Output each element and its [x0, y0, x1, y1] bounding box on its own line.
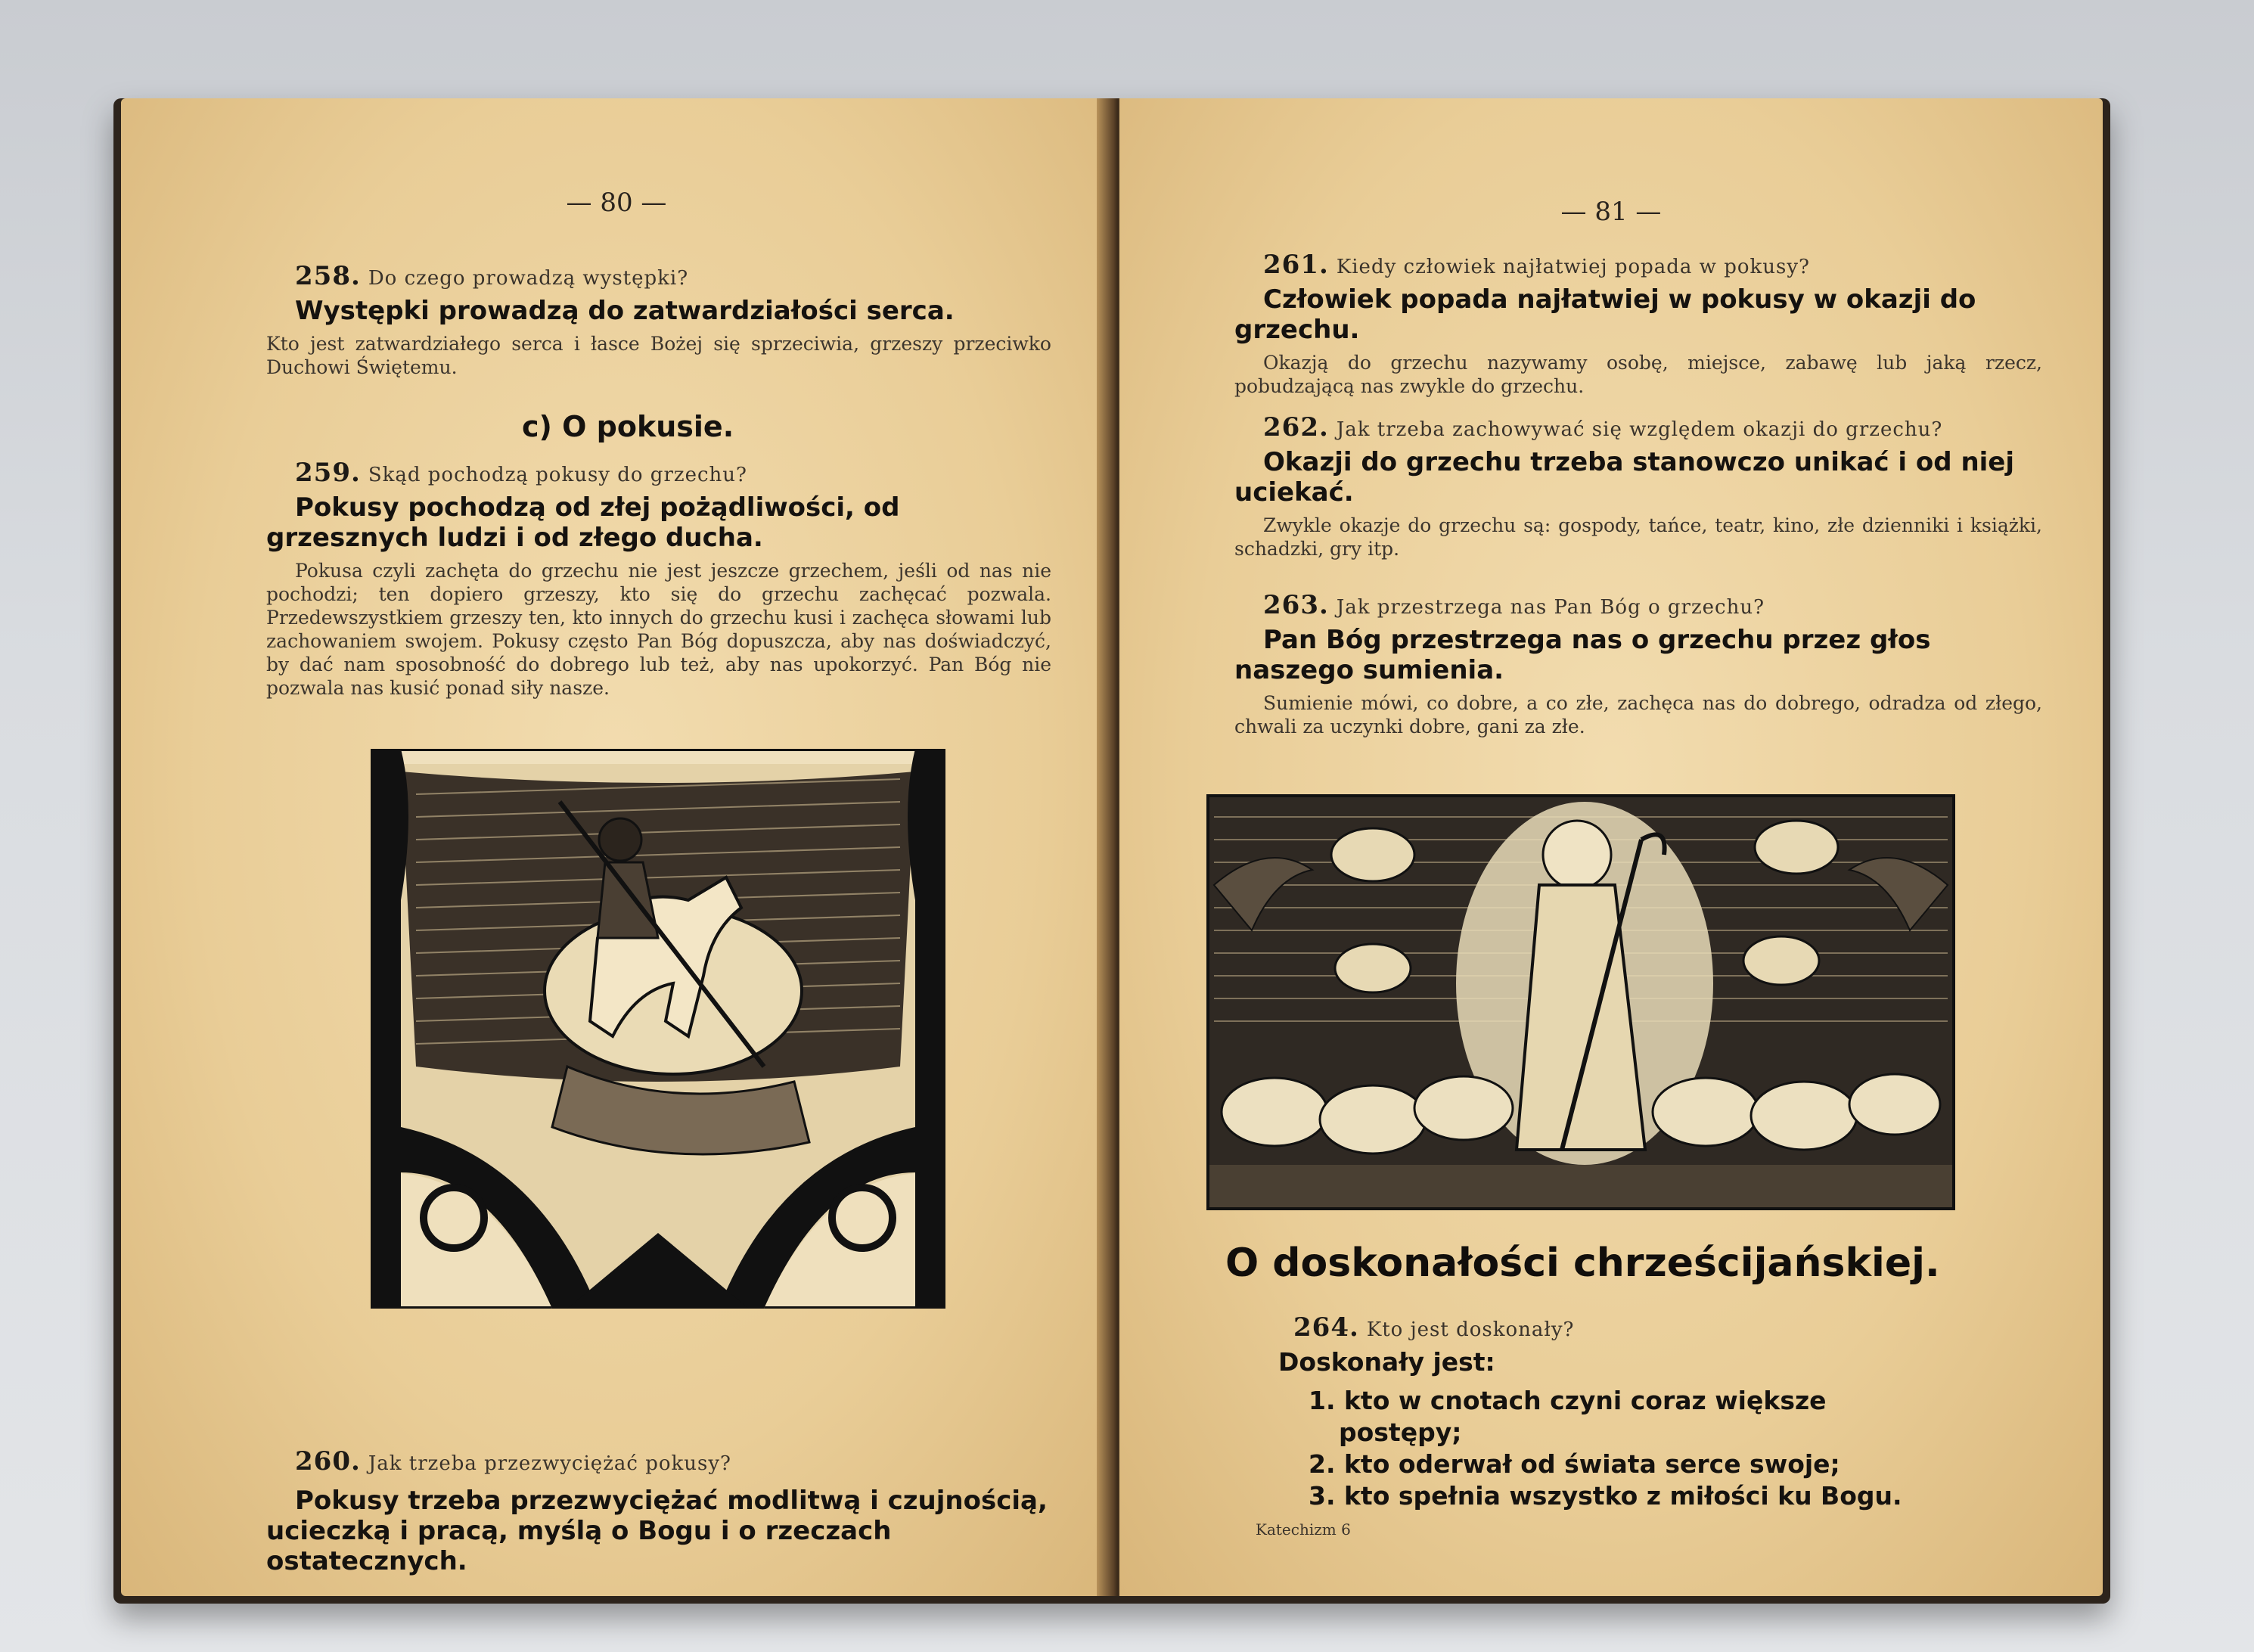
answer-intro: Doskonały jest: — [1278, 1347, 1495, 1377]
answer-text: Okazji do grzechu trzeba stanowczo unikać i od niej uciekać. — [1234, 447, 2015, 508]
question-number: 263. — [1263, 590, 1329, 620]
good-shepherd-woodcut — [1206, 794, 1955, 1210]
question-text: Jak trzeba zachowywać się względem okazji do grzechu? — [1336, 418, 1943, 441]
answer-text: Pokusy pochodzą od złej pożądliwości, od grzesznych ludzi i od złego ducha. — [266, 492, 900, 553]
note-text: Zwykle okazje do grzechu są: gospody, tańce, teatr, kino, złe dzienniki i książki, schadzki, gry itp. — [1234, 514, 2042, 560]
note-text: Sumienie mówi, co dobre, a co złe, zachęca nas do dobrego, odradza od złego, chwali za uczynki dobre, gani za złe. — [1234, 692, 2042, 738]
answer-text: Pokusy trzeba przezwyciężać modlitwą i czujnością, ucieczką i pracą, myślą o Bogu i o rzeczach ostatecznych. — [266, 1486, 1048, 1576]
question-text: Do czego prowadzą występki? — [368, 267, 689, 290]
st-george-woodcut — [371, 749, 945, 1309]
answer-text: Pan Bóg przestrzega nas o grzechu przez głos naszego sumienia. — [1234, 625, 1931, 685]
note-text: Okazją do grzechu nazywamy osobę, miejsce, zabawę lub jaką rzecz, pobudzającą nas zwykle do grzechu. — [1234, 352, 2042, 397]
question-number: 260. — [295, 1446, 361, 1477]
list-item: 2. kto oderwał od świata serce swoje; — [1309, 1449, 1840, 1479]
section-heading: c) O pokusie. — [522, 410, 734, 443]
question-text: Skąd pochodzą pokusy do grzechu? — [368, 464, 747, 486]
question-number: 264. — [1293, 1312, 1359, 1343]
question-text: Kto jest doskonały? — [1366, 1318, 1575, 1341]
page-number-left: — 80 — — [566, 188, 667, 218]
open-book — [113, 83, 2110, 1604]
chapter-title: O doskonałości chrześcijańskiej. — [1225, 1241, 1940, 1286]
question-number: 261. — [1263, 250, 1329, 280]
question-264 — [1278, 1312, 2050, 1512]
question-number: 259. — [295, 458, 361, 488]
list-item: 1. kto w cnotach czyni coraz większe postępy; — [1309, 1386, 1827, 1447]
perfection-list — [1309, 1385, 1914, 1512]
page-number-right: — 81 — — [1560, 197, 1662, 227]
right-page — [1119, 98, 2103, 1596]
question-262 — [1234, 412, 2042, 560]
question-258 — [266, 261, 1051, 379]
list-item: 3. kto spełnia wszystko z miłości ku Bogu. — [1309, 1481, 1902, 1511]
question-259 — [266, 458, 1051, 700]
question-number: 262. — [1263, 412, 1329, 442]
note-text: Pokusa czyli zachęta do grzechu nie jest jeszcze grzechem, jeśli od nas nie pochodzi; ten dopiero grzeszy, kto się do grzechu zachęcać pozwala. Przedewszystkiem grzeszy ten, kto innych do grzechu kusi i zachęca słowami lub zachowaniem swojem. Pokusy często Pan Bóg dopuszcza, aby nas doświadczyć, by dać nam sposobność do dobrego lub też, aby nas upokorzyć. Pan Bóg nie pozwala nas kusić ponad siły nasze. — [266, 560, 1051, 699]
question-text: Kiedy człowiek najłatwiej popada w pokusy? — [1336, 256, 1810, 278]
note-text: Kto jest zatwardziałego serca i łasce Bożej się sprzeciwia, grzeszy przeciwko Duchowi Świętemu. — [266, 333, 1051, 378]
question-261 — [1234, 250, 2042, 398]
answer-text: Występki prowadzą do zatwardziałości serca. — [295, 296, 955, 326]
question-text: Jak przestrzega nas Pan Bóg o grzechu? — [1336, 596, 1765, 619]
question-263 — [1234, 590, 2042, 738]
question-number: 258. — [295, 261, 361, 291]
answer-text: Człowiek popada najłatwiej w pokusy w okazji do grzechu. — [1234, 284, 1976, 345]
question-260 — [266, 1446, 1051, 1576]
question-text: Jak trzeba przezwyciężać pokusy? — [368, 1452, 731, 1475]
page-footer: Katechizm 6 — [1256, 1520, 1351, 1539]
left-page — [121, 98, 1112, 1596]
